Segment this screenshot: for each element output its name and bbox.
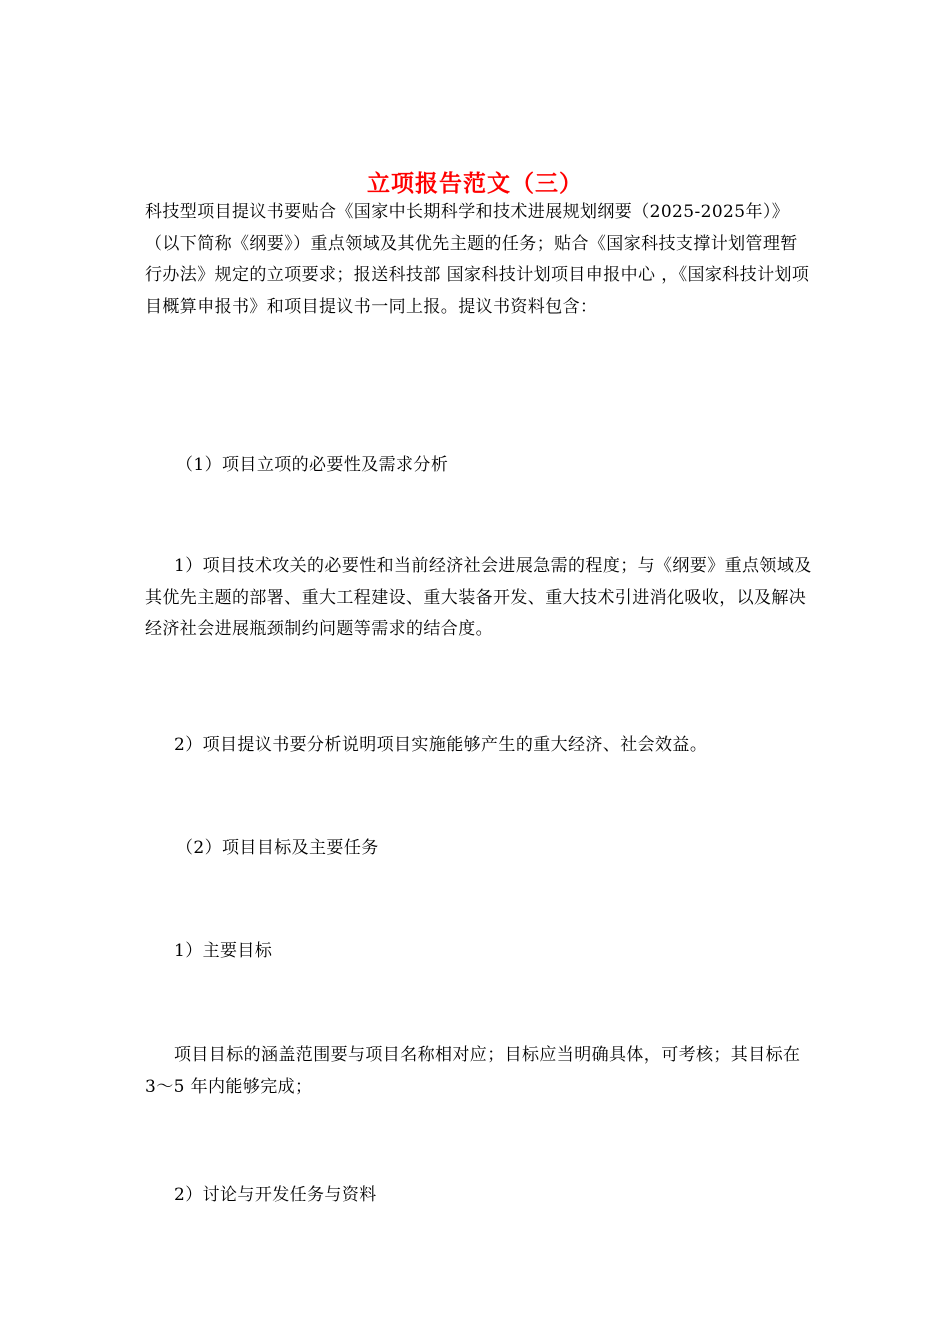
intro-paragraph: 科技型项目提议书要贴合《国家中长期科学和技术进展规划纲要（2025-2025年）》（以下简称《纲要》）重点领域及其优先主题的任务；贴合《国家科技支撑计划管理暂行办法》规定的立项要求；报送科技部 国家科技计划项目申报中心 ，《国家科技计划项目概算申报书》和项目提议书一同上报。提议书资料包含： bbox=[145, 202, 810, 317]
section1-item2: 2）项目提议书要分析说明项目实施能够产生的重大经济、社会效益。 bbox=[174, 735, 708, 755]
section2-subheading-tasks: 2）讨论与开发任务与资料 bbox=[174, 1185, 377, 1205]
section2-goals-body: 项目目标的涵盖范围要与项目名称相对应；目标应当明确具体，可考核；其目标在 3～5 年内能够完成； bbox=[145, 1045, 801, 1097]
section2-subheading-goals: 1）主要目标 bbox=[174, 941, 273, 961]
section1-item1: 1）项目技术攻关的必要性和当前经济社会进展急需的程度；与《纲要》重点领域及其优先主题的部署、重大工程建设、重大装备开发、重大技术引进消化吸收，以及解决经济社会进展瓶颈制约问题等需求的结合度。 bbox=[145, 556, 812, 639]
section1-heading: （1）项目立项的必要性及需求分析 bbox=[176, 455, 449, 475]
document-title: 立项报告范文（三） bbox=[367, 170, 583, 198]
section2-heading: （2）项目目标及主要任务 bbox=[176, 838, 379, 858]
